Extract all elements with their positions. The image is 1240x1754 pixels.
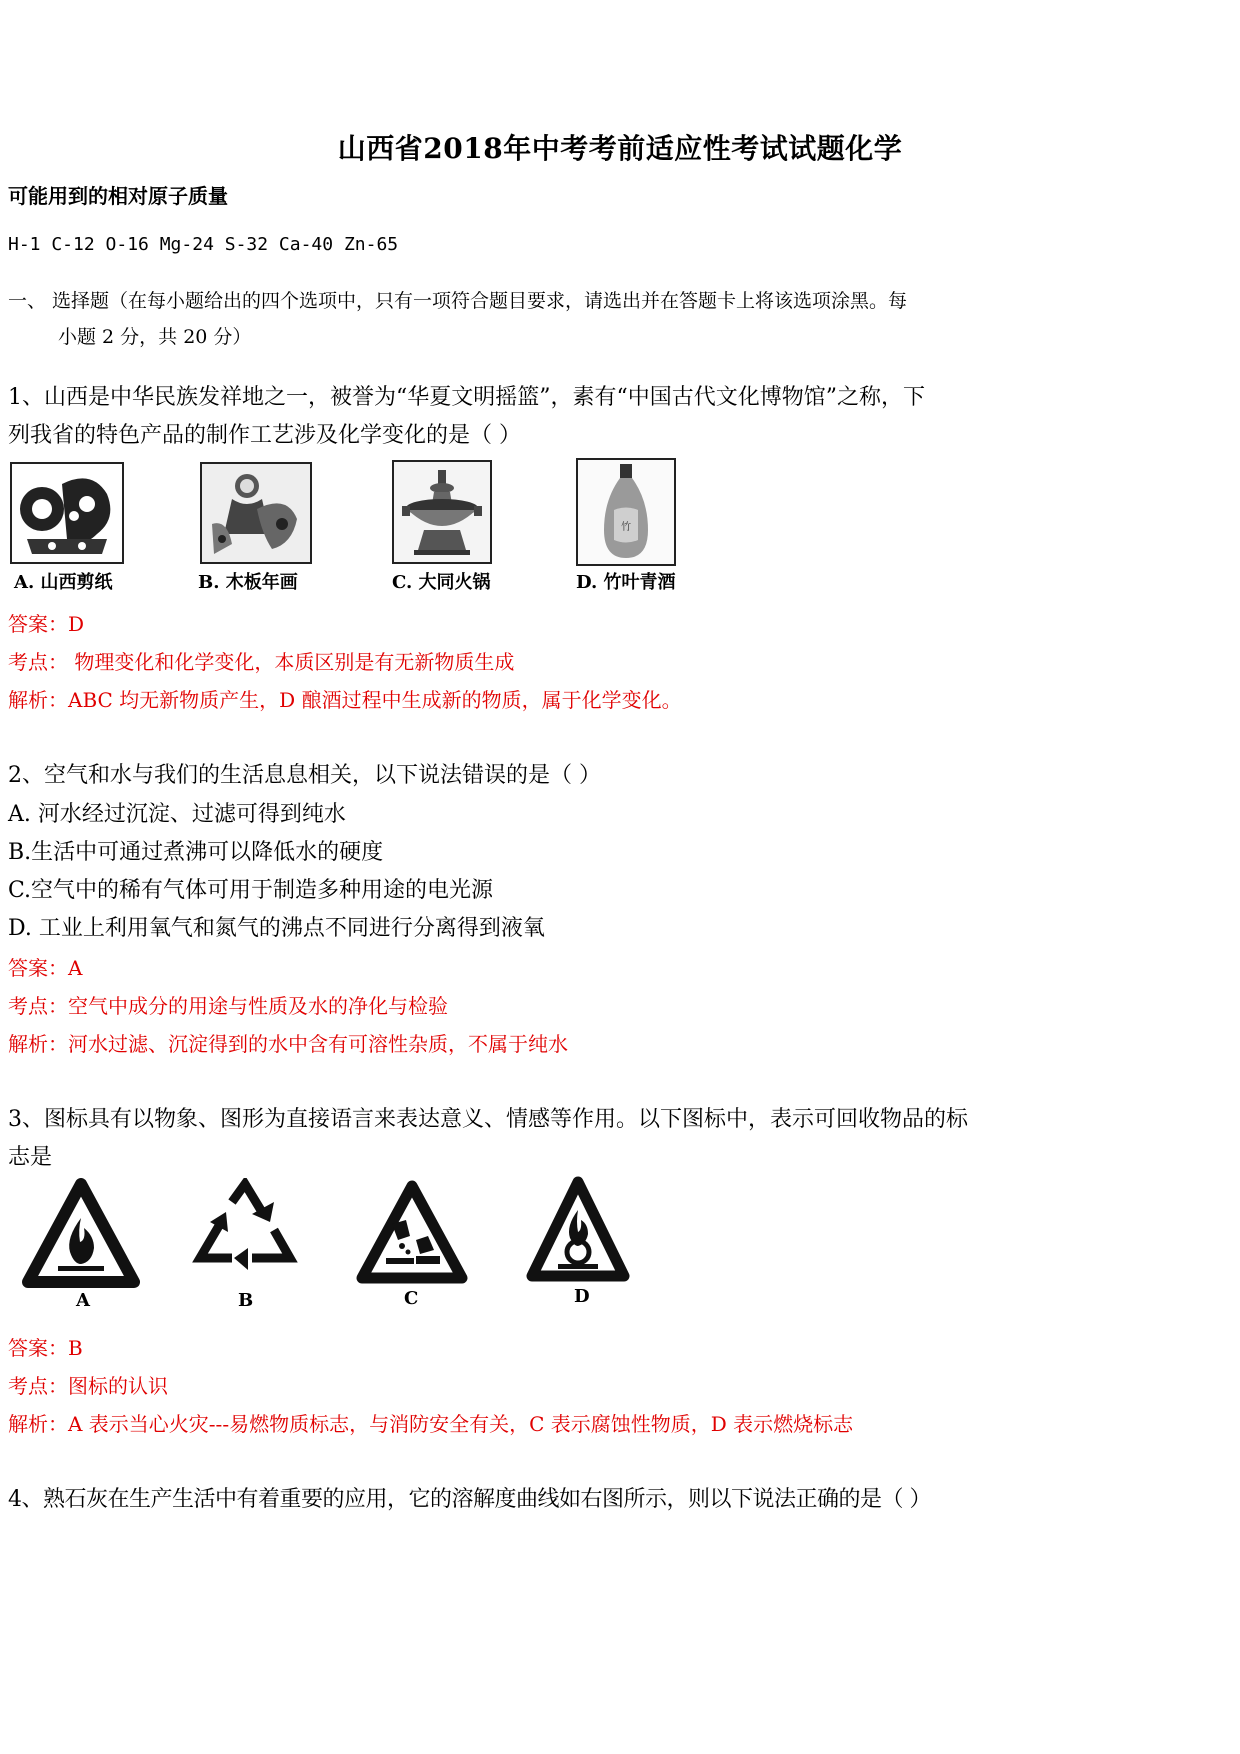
atomic-mass-list: H-1 C-12 O-16 Mg-24 S-32 Ca-40 Zn-65 xyxy=(8,234,399,255)
q1-stem-line2: 列我省的特色产品的制作工艺涉及化学变化的是（ ） xyxy=(8,423,521,448)
q4-stem: 4、熟石灰在生产生活中有着重要的应用，它的溶解度曲线如右图所示，则以下说法正确的是（ ） xyxy=(8,1487,931,1512)
hotpot-image xyxy=(392,460,492,564)
q1-caption-a: A. 山西剪纸 xyxy=(14,572,113,593)
fire-warning-icon xyxy=(22,1178,140,1290)
q3-label-c: C xyxy=(404,1288,419,1309)
q1-answer: 答案：D xyxy=(8,612,85,636)
q1-caption-b: B. 木板年画 xyxy=(198,572,298,593)
q1-caption-d: D. 竹叶青酒 xyxy=(576,572,676,593)
q2-option-d: D. 工业上利用氧气和氮气的沸点不同进行分离得到液氧 xyxy=(8,916,545,941)
q3-label-a: A xyxy=(76,1290,90,1311)
q2-option-a: A. 河水经过沉淀、过滤可得到纯水 xyxy=(8,802,346,827)
q2-stem: 2、空气和水与我们的生活息息相关，以下说法错误的是（ ） xyxy=(8,763,601,788)
corrosive-warning-icon xyxy=(356,1180,468,1286)
q2-answer: 答案：A xyxy=(8,956,83,980)
liquor-bottle-image xyxy=(576,458,676,566)
q3-stem-line2: 志是 xyxy=(8,1145,53,1170)
q3-stem-line1: 3、图标具有以物象、图形为直接语言来表达意义、情感等作用。以下图标中，表示可回收物品的标 xyxy=(8,1107,969,1132)
q3-point: 考点：图标的认识 xyxy=(8,1374,168,1398)
papercut-image xyxy=(10,462,124,564)
oxidizer-warning-icon xyxy=(526,1176,630,1284)
q2-analysis: 解析：河水过滤、沉淀得到的水中含有可溶性杂质，不属于纯水 xyxy=(8,1032,568,1056)
q3-label-b: B xyxy=(238,1290,254,1311)
q2-option-c: C.空气中的稀有气体可用于制造多种用途的电光源 xyxy=(8,878,494,903)
q1-point: 考点： 物理变化和化学变化，本质区别是有无新物质生成 xyxy=(8,650,515,674)
section-heading-line2: 小题 2 分，共 20 分） xyxy=(58,326,252,348)
q1-stem-line1: 1、山西是中华民族发祥地之一，被誉为“华夏文明摇篮”，素有“中国古代文化博物馆”之称，下 xyxy=(8,385,925,410)
document-title: 山西省2018年中考考前适应性考试试题化学 xyxy=(337,132,903,165)
q3-analysis: 解析：A 表示当心火灾---易燃物质标志，与消防安全有关，C 表示腐蚀性物质，D 表示燃烧标志 xyxy=(8,1412,854,1436)
svg-text:竹: 竹 xyxy=(621,522,631,533)
atomic-mass-heading: 可能用到的相对原子质量 xyxy=(8,184,228,208)
section-heading-line1: 一、 选择题（在每小题给出的四个选项中，只有一项符合题目要求，请选出并在答题卡上将该选项涂黑。每 xyxy=(8,290,908,312)
q1-analysis: 解析：ABC 均无新物质产生，D 酿酒过程中生成新的物质，属于化学变化。 xyxy=(8,688,682,712)
q3-label-d: D xyxy=(574,1286,590,1307)
woodblock-print-image xyxy=(200,462,312,564)
q2-option-b: B.生活中可通过煮沸可以降低水的硬度 xyxy=(8,840,384,865)
recycle-icon xyxy=(190,1178,300,1282)
q2-point: 考点：空气中成分的用途与性质及水的净化与检验 xyxy=(8,994,448,1018)
q3-answer: 答案：B xyxy=(8,1336,83,1360)
q1-caption-c: C. 大同火锅 xyxy=(392,572,491,593)
